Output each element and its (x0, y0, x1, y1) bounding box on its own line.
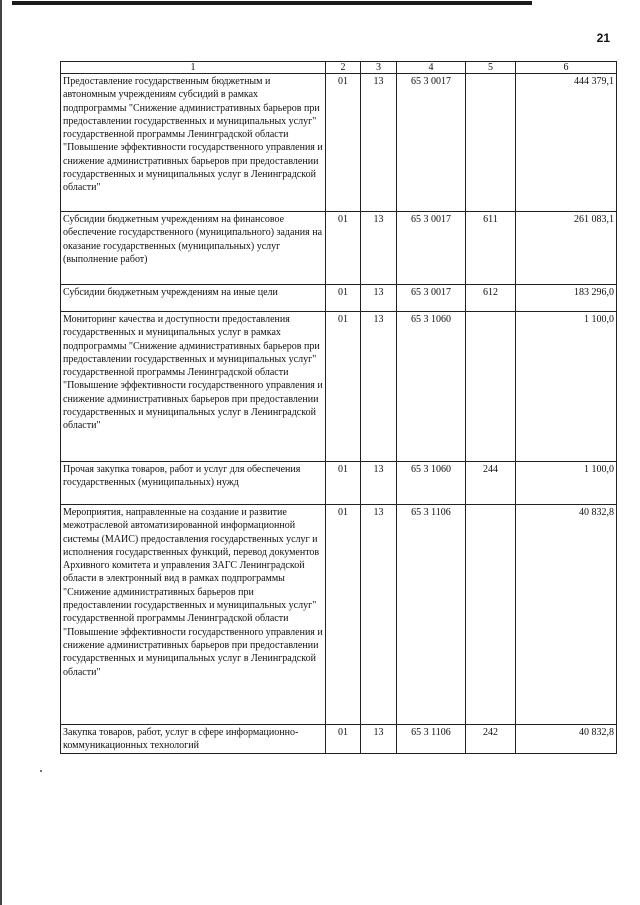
section-code: 01 (326, 312, 361, 462)
amount: 1 100,0 (516, 462, 617, 505)
section-code: 01 (326, 212, 361, 285)
section-code: 01 (326, 285, 361, 312)
column-header: 3 (361, 62, 397, 74)
expense-type-code: 242 (466, 725, 516, 754)
expense-type-code (466, 312, 516, 462)
target-article-code: 65 3 1106 (397, 725, 466, 754)
expense-type-code: 244 (466, 462, 516, 505)
table-row (61, 74, 617, 212)
column-header: 1 (61, 62, 326, 74)
amount: 40 832,8 (516, 505, 617, 725)
amount: 1 100,0 (516, 312, 617, 462)
target-article-code: 65 3 1060 (397, 312, 466, 462)
table-row (61, 505, 617, 725)
amount: 183 296,0 (516, 285, 617, 312)
table-row (61, 312, 617, 462)
row-description: Субсидии бюджетным учреждениям на иные цели (61, 285, 326, 312)
target-article-code: 65 3 0017 (397, 285, 466, 312)
table-header-row (61, 62, 617, 74)
table-row (61, 462, 617, 505)
scan-left-edge (0, 0, 2, 905)
section-code: 01 (326, 725, 361, 754)
column-header: 4 (397, 62, 466, 74)
subsection-code: 13 (361, 725, 397, 754)
target-article-code: 65 3 0017 (397, 212, 466, 285)
target-article-code: 65 3 1106 (397, 505, 466, 725)
subsection-code: 13 (361, 505, 397, 725)
row-description: Мероприятия, направленные на создание и развитие межотраслевой автоматизированной информационной системы (МАИС) предоставления государственных услуг и исполнения государственных функций, перевод документов Архивного комитета и управления ЗАГС Ленинградской области в электронный вид в рамках подпрограммы "Снижение административных барьеров при предоставлении государственных и муниципальных услуг" государственной программы Ленинградской области "Повышение эффективности государственного управления и снижение административных барьеров при предоставлении государственных и муниципальных услуг в Ленинградской области" (61, 505, 326, 725)
amount: 444 379,1 (516, 74, 617, 212)
scan-speck (40, 770, 42, 772)
subsection-code: 13 (361, 285, 397, 312)
budget-table (60, 61, 617, 754)
subsection-code: 13 (361, 74, 397, 212)
column-header: 5 (466, 62, 516, 74)
row-description: Прочая закупка товаров, работ и услуг для обеспечения государственных (муниципальных) нужд (61, 462, 326, 505)
subsection-code: 13 (361, 462, 397, 505)
expense-type-code (466, 505, 516, 725)
table-row (61, 285, 617, 312)
row-description: Субсидии бюджетным учреждениям на финансовое обеспечение государственного (муниципального) задания на оказание государственных (муниципальных) услуг (выполнение работ) (61, 212, 326, 285)
expense-type-code: 611 (466, 212, 516, 285)
subsection-code: 13 (361, 212, 397, 285)
expense-type-code: 612 (466, 285, 516, 312)
amount: 40 832,8 (516, 725, 617, 754)
expense-type-code (466, 74, 516, 212)
table-row (61, 212, 617, 285)
row-description: Предоставление государственным бюджетным и автономным учреждениям субсидий в рамках подпрограммы "Снижение административных барьеров при предоставлении государственных и муниципальных услуг" государственной программы Ленинградской области "Повышение эффективности государственного управления и снижение административных барьеров при предоставлении государственных и муниципальных услуг в Ленинградской области" (61, 74, 326, 212)
column-header: 6 (516, 62, 617, 74)
row-description: Мониторинг качества и доступности предоставления государственных и муниципальных услуг в рамках подпрограммы "Снижение административных барьеров при предоставлении государственных и муниципальных услуг" государственной программы Ленинградской области "Повышение эффективности государственного управления и снижение административных барьеров при предоставлении государственных и муниципальных услуг в Ленинградской области" (61, 312, 326, 462)
section-code: 01 (326, 74, 361, 212)
target-article-code: 65 3 0017 (397, 74, 466, 212)
page-number: 21 (596, 31, 610, 45)
section-code: 01 (326, 505, 361, 725)
column-header: 2 (326, 62, 361, 74)
amount: 261 083,1 (516, 212, 617, 285)
target-article-code: 65 3 1060 (397, 462, 466, 505)
subsection-code: 13 (361, 312, 397, 462)
section-code: 01 (326, 462, 361, 505)
top-rule (12, 1, 532, 5)
table-row (61, 725, 617, 754)
row-description: Закупка товаров, работ, услуг в сфере информационно-коммуникационных технологий (61, 725, 326, 754)
